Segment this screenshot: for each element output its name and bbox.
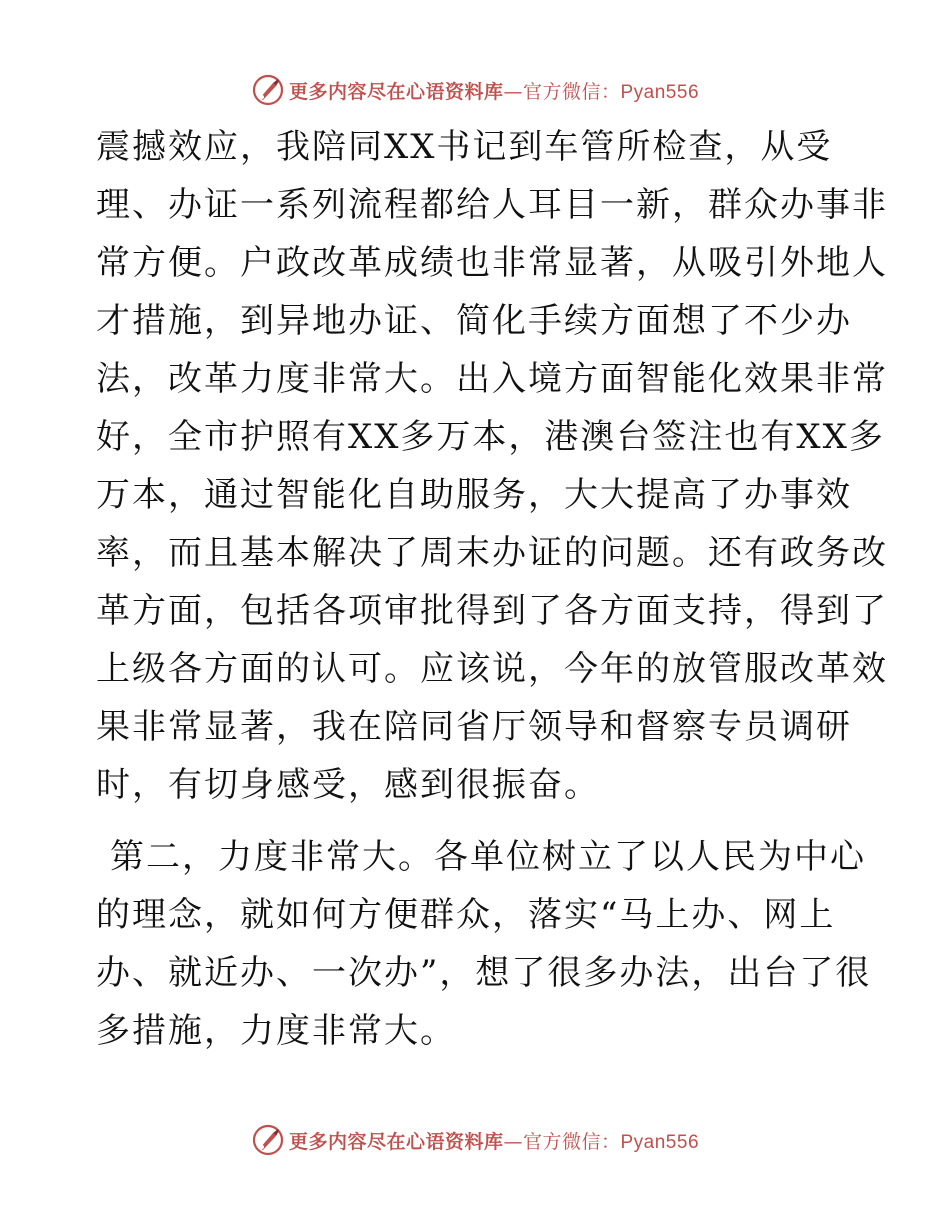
text-line: 革方面，包括各项审批得到了各方面支持，得到了 bbox=[96, 591, 888, 631]
watermark-site: 更多内容尽在心语资料库 bbox=[288, 1130, 504, 1153]
quill-logo-icon bbox=[251, 1123, 285, 1157]
paragraph-gap bbox=[96, 814, 856, 828]
watermark-wechat-id: Pyan556 bbox=[620, 1131, 700, 1153]
watermark-wechat-label: 官方微信： bbox=[522, 80, 621, 103]
text-line: 万本，通过智能化自助服务，大大提高了办事效 bbox=[96, 475, 852, 515]
text-line: 办、就近办、一次办”，想了很多办法，出台了很 bbox=[96, 953, 872, 993]
watermark-dash: — bbox=[503, 80, 523, 103]
watermark-wechat-id: Pyan556 bbox=[620, 81, 700, 103]
text-line: 上级各方面的认可。应该说，今年的放管服改革效 bbox=[96, 649, 888, 689]
text-line: 第二，力度非常大。各单位树立了以人民为中心 bbox=[110, 837, 866, 877]
text-line: 震撼效应，我陪同XX书记到车管所检查，从受 bbox=[96, 127, 833, 167]
text-line: 好，全市护照有XX多万本，港澳台签注也有XX多 bbox=[96, 417, 885, 457]
watermark-wechat-label: 官方微信： bbox=[522, 1130, 621, 1153]
text-line: 理、办证一系列流程都给人耳目一新，群众办事非 bbox=[96, 185, 888, 225]
watermark-text bbox=[289, 1127, 699, 1154]
text-line: 才措施，到异地办证、简化手续方面想了不少办 bbox=[96, 301, 852, 341]
watermark-site: 更多内容尽在心语资料库 bbox=[288, 80, 504, 103]
text-line: 时，有切身感受，感到很振奋。 bbox=[96, 765, 600, 805]
text-line: 法，改革力度非常大。出入境方面智能化效果非常 bbox=[96, 359, 888, 399]
document-body bbox=[96, 118, 888, 1060]
footer-watermark bbox=[0, 1120, 950, 1160]
paragraph-2 bbox=[96, 828, 872, 1060]
text-line: 多措施，力度非常大。 bbox=[96, 1011, 456, 1051]
watermark-dash: — bbox=[503, 1130, 523, 1153]
text-line: 果非常显著，我在陪同省厅领导和督察专员调研 bbox=[96, 707, 852, 747]
text-line: 的理念，就如何方便群众，落实“马上办、网上 bbox=[96, 895, 836, 935]
watermark-text bbox=[289, 77, 699, 104]
header-watermark bbox=[0, 70, 950, 110]
paragraph-1 bbox=[96, 118, 888, 814]
text-line: 常方便。户政改革成绩也非常显著，从吸引外地人 bbox=[96, 243, 888, 283]
quill-logo-icon bbox=[251, 73, 285, 107]
text-line: 率，而且基本解决了周末办证的问题。还有政务改 bbox=[96, 533, 888, 573]
